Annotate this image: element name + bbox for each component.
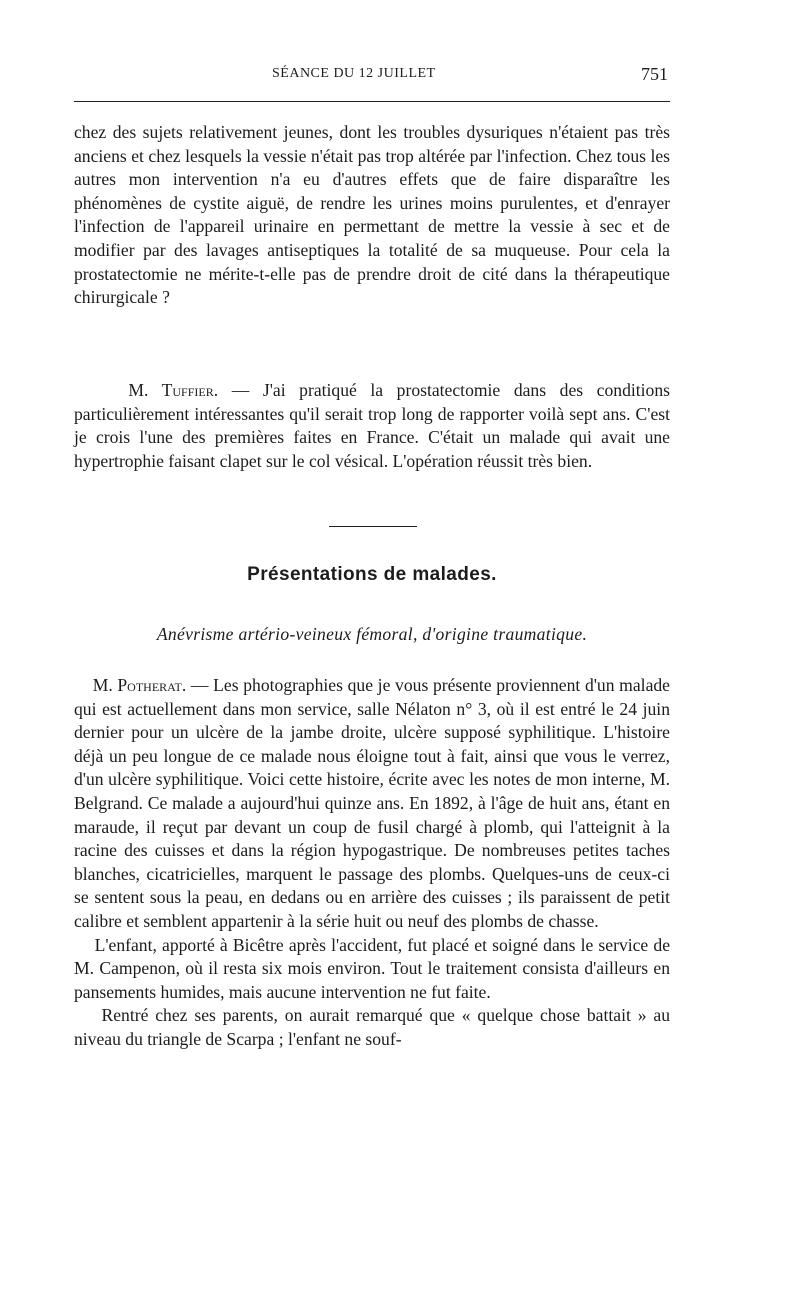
paragraph-text: chez des sujets relativement jeunes, dont les troubles dysuriques n'étaient pas très anciens et chez lesquels la vessie n'était pas trop altérée par l'infection. Chez tous les autres mon intervention n'a eu d'autres effets que de faire disparaître les phénomènes de cystite aiguë, de rendre les urines moins purulentes, et d'enrayer l'infection de l'appareil urinaire en permettant de mettre la vessie à sec et de modifier par des lavages antiseptiques la totalité de sa muqueuse. Pour cela la prostatectomie ne mérite-t-elle pas de prendre droit de cité dans la thérapeutique chirurgicale ? xyxy=(74,122,670,308)
section-divider xyxy=(329,526,417,527)
running-header xyxy=(74,62,670,92)
paragraph-text: Rentré chez ses parents, on aurait remarqué que « quelque chose battait » au niveau du triangle de Scarpa ; l'enfant ne souf- xyxy=(74,1005,670,1049)
speaker-name: M. Potherat. xyxy=(92,675,187,695)
running-title: SÉANCE DU 12 JUILLET xyxy=(272,66,436,81)
paragraph-text: — J'ai pratiqué la prostatectomie dans des conditions particulièrement intéressantes qu'il serait trop long de rapporter voilà sept ans. C'est je crois l'une des premières faites en France. C'était un malade qui avait une hypertrophie faisant clapet sur le col vésical. L'opération réussit très bien. xyxy=(74,380,670,471)
body-paragraph-tuffier xyxy=(74,379,670,473)
document-page xyxy=(74,0,670,1309)
section-subtitle: Anévrisme artério-veineux fémoral, d'origine traumatique. xyxy=(156,624,588,644)
paragraph-text: — Les photographies que je vous présente proviennent d'un malade qui est actuellement dans mon service, salle Nélaton n° 3, où il est entré le 24 juin dernier pour un ulcère de la jambe droite, ulcère supposé syphilitique. L'histoire déjà un peu longue de ce malade nous éloigne tout à fait, ainsi que vous le verrez, d'un ulcère syphilitique. Voici cette histoire, écrite avec les notes de mon interne, M. Belgrand. Ce malade a aujourd'hui quinze ans. En 1892, à l'âge de huit ans, étant en maraude, il reçut par devant un coup de fusil chargé à plomb, qui l'atteignit à la racine des cuisses et dans la région hypogastrique. De nombreuses petites taches blanches, cicatricielles, marquent le passage des plombs. Quelques-uns de ceux-ci se sentent sous la peau, en dedans ou en arrière des cuisses ; ils paraissent de petit calibre et semblent appartenir à la série huit ou neuf des plombs de chasse. xyxy=(74,675,670,931)
paragraph-text: L'enfant, apporté à Bicêtre après l'accident, fut placé et soigné dans le service de M. Campenon, où il resta six mois environ. Tout le traitement consista d'ailleurs en pansements humides, mais aucune intervention ne fut faite. xyxy=(74,934,670,1002)
speaker-name: M. Tuffier. xyxy=(128,380,219,400)
body-paragraph-continued xyxy=(74,121,670,310)
body-paragraphs-potherat xyxy=(74,674,670,1052)
header-rule xyxy=(74,101,670,102)
section-title: Présentations de malades. xyxy=(247,564,497,585)
page-number: 751 xyxy=(641,64,668,84)
